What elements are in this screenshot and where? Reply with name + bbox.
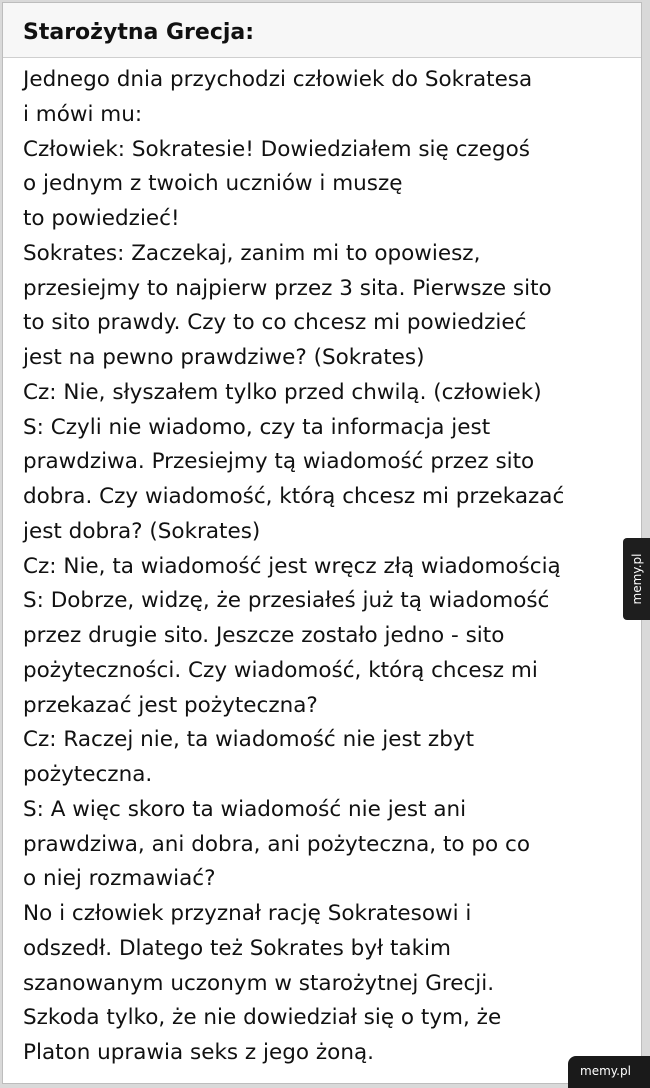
title-bar bbox=[3, 3, 641, 58]
text-line: przesiejmy to najpierw przez 3 sita. Pierwsze sito bbox=[23, 275, 552, 301]
text-line: dobra. Czy wiadomość, którą chcesz mi przekazać bbox=[23, 484, 565, 509]
text-line: Szkoda tylko, że nie dowiedział się o tym, że bbox=[23, 1005, 502, 1031]
side-watermark bbox=[623, 538, 650, 620]
text-line: jest dobra? (Sokrates) bbox=[23, 518, 261, 544]
text-line: S: Czyli nie wiadomo, czy ta informacja jest bbox=[23, 414, 491, 440]
text-line: odszedł. Dlatego też Sokrates był takim bbox=[23, 935, 451, 961]
text-line: No i człowiek przyznał rację Sokratesowi i bbox=[23, 901, 472, 926]
text-line: o niej rozmawiać? bbox=[23, 866, 216, 892]
text-line: prawdziwa, ani dobra, ani pożyteczna, to po co bbox=[23, 831, 531, 857]
text-line: Jednego dnia przychodzi człowiek do Sokratesa bbox=[23, 67, 533, 92]
text-line: Człowiek: Sokratesie! Dowiedziałem się czegoś bbox=[23, 136, 530, 162]
text-line: S: A więc skoro ta wiadomość nie jest ani bbox=[23, 796, 467, 822]
text-line: S: Dobrze, widzę, że przesiałeś już tą wiadomość bbox=[23, 588, 550, 614]
text-line: szanowanym uczonym w starożytnej Grecji. bbox=[23, 970, 495, 996]
text-line: przekazać jest pożyteczna? bbox=[23, 692, 318, 718]
text-line: Cz: Nie, ta wiadomość jest wręcz złą wiadomością bbox=[23, 553, 561, 579]
text-line: Cz: Nie, słyszałem tylko przed chwilą. (człowiek) bbox=[23, 379, 542, 405]
text-line: Sokrates: Zaczekaj, zanim mi to opowiesz, bbox=[23, 240, 481, 266]
text-line: o jednym z twoich uczniów i muszę bbox=[23, 171, 403, 197]
text-line: jest na pewno prawdziwe? (Sokrates) bbox=[23, 345, 425, 370]
meme-title: Starożytna Grecja: bbox=[23, 20, 255, 45]
bottom-watermark-label: memy.pl bbox=[580, 1064, 631, 1078]
text-line: to sito prawdy. Czy to co chcesz mi powiedzieć bbox=[23, 310, 527, 336]
meme-card bbox=[2, 2, 642, 1084]
text-line: Platon uprawia seks z jego żoną. bbox=[23, 1040, 374, 1065]
side-watermark-label: memy.pl bbox=[629, 553, 644, 605]
text-line: i mówi mu: bbox=[23, 101, 143, 127]
text-line: pożyteczności. Czy wiadomość, którą chcesz mi bbox=[23, 657, 538, 683]
bottom-watermark bbox=[568, 1056, 650, 1088]
text-line: przez drugie sito. Jeszcze zostało jedno - sito bbox=[23, 623, 505, 648]
text-line: prawdziwa. Przesiejmy tą wiadomość przez sito bbox=[23, 449, 535, 475]
text-line: pożyteczna. bbox=[23, 762, 153, 787]
text-line: to powiedzieć! bbox=[23, 206, 180, 231]
text-line: Cz: Raczej nie, ta wiadomość nie jest zbyt bbox=[23, 727, 474, 753]
